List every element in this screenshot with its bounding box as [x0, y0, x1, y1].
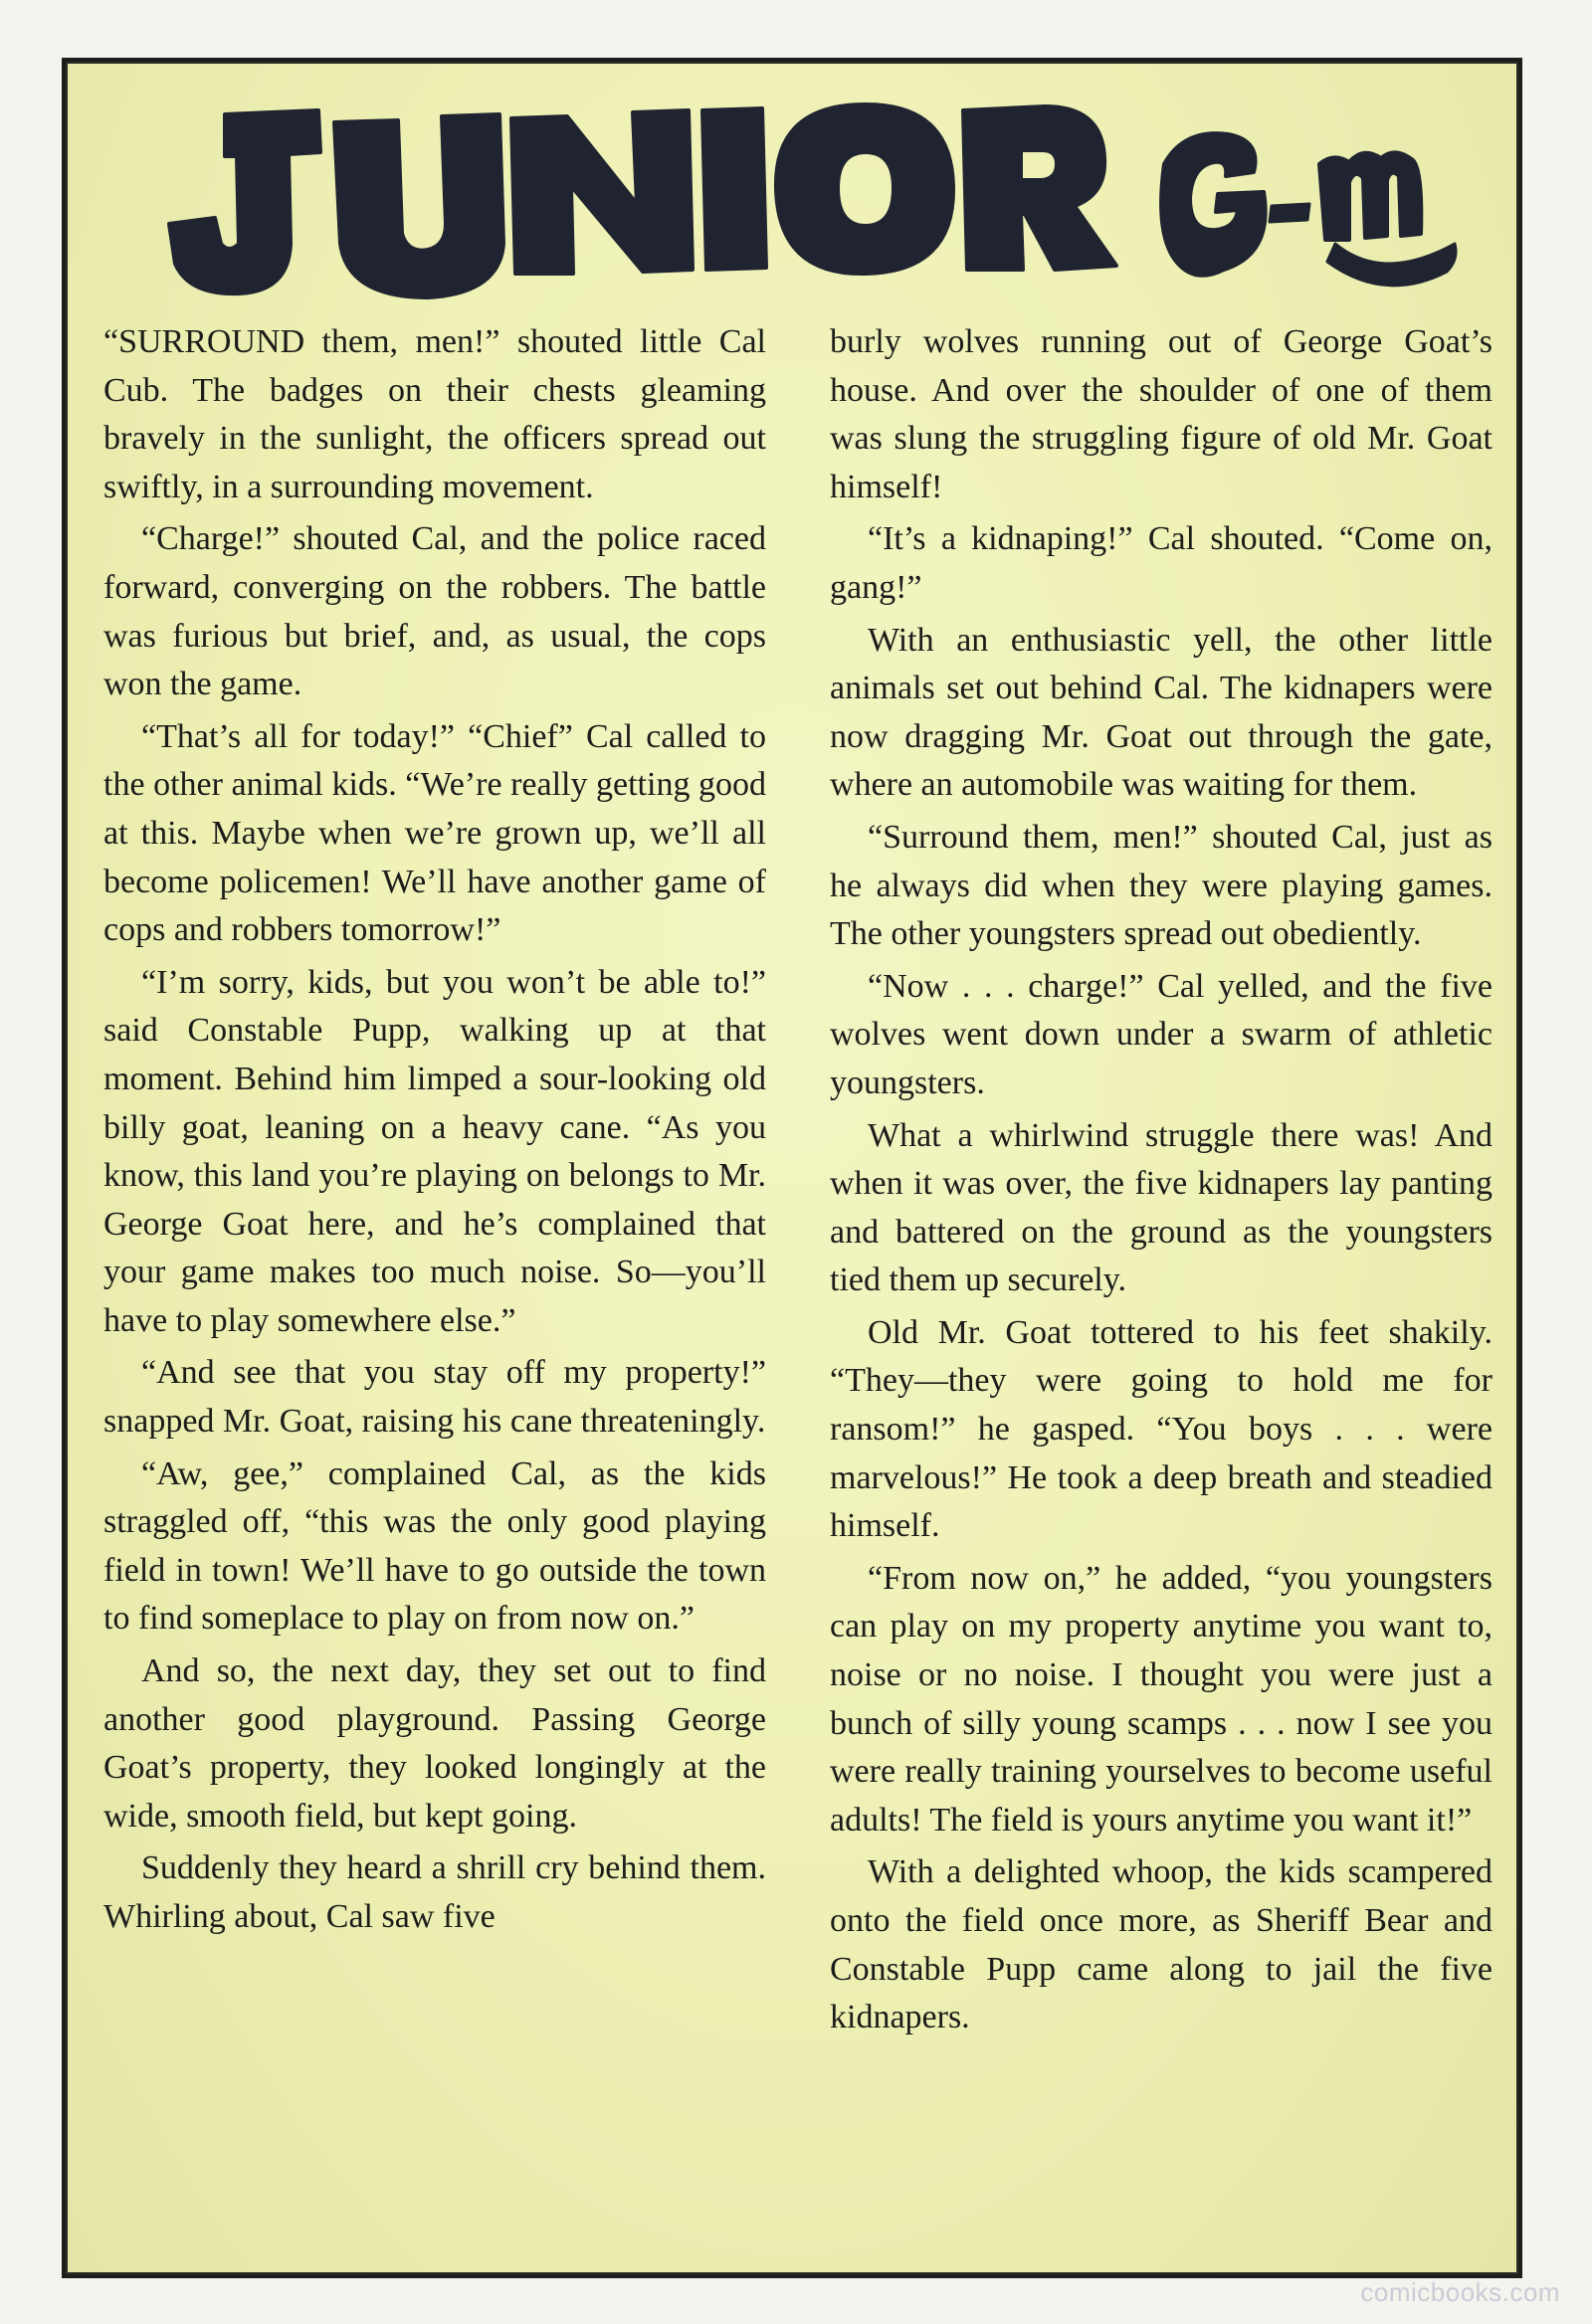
story-paragraph: Old Mr. Goat tottered to his feet shakily. “They—they were going to hold me for ransom!” he gasped. “You boys . . . were marvelous!” He took a deep breath and steadied himself. — [830, 1313, 1492, 1545]
story-paragraph: And so, the next day, they set out to find another good playground. Passing George Goat’s property, they looked longingly at the wide, smooth field, but kept going. — [103, 1652, 766, 1835]
title-lettering-logo — [129, 95, 1463, 303]
story-paragraph: Suddenly they heard a shrill cry behind them. Whirling about, Cal saw five — [103, 1849, 766, 1935]
story-paragraph: What a whirlwind struggle there was! And when it was over, the five kidnapers lay panting and battered on the ground as the youngsters tied them up securely. — [830, 1116, 1492, 1299]
story-paragraph: “Aw, gee,” complained Cal, as the kids straggled off, “this was the only good playing field in town! We’ll have to go outside the town to find someplace to play on from now on.” — [103, 1454, 766, 1638]
story-paragraph: “Charge!” shouted Cal, and the police raced forward, converging on the robbers. The battle was furious but brief, and, as usual, the cops won the game. — [103, 520, 766, 703]
story-paragraph: “That’s all for today!” “Chief” Cal called to the other animal kids. “We’re really getting good at this. Maybe when we’re grown up, we’ll all become policemen! We’ll have another game of cops and robbers tomorrow!” — [103, 717, 766, 949]
story-column-right — [830, 318, 1492, 2046]
story-title — [129, 95, 1463, 303]
story-paragraph: “SURROUND them, men!” shouted little Cal Cub. The badges on their chests gleaming bravely in the sunlight, the officers spread out swiftly, in a surrounding movement. — [103, 323, 766, 505]
story-paragraph: With an enthusiastic yell, the other little animals set out behind Cal. The kidnapers were now dragging Mr. Goat out through the gate, where an automobile was waiting for them. — [830, 621, 1492, 804]
story-paragraph: burly wolves running out of George Goat’s house. And over the shoulder of one of them was slung the struggling figure of old Mr. Goat himself! — [830, 323, 1492, 505]
story-paragraph: “From now on,” he added, “you youngsters can play on my property anytime you want to, noise or no noise. I thought you were just a bunch of silly young scamps . . . now I see you were really training yourselves to become useful adults! The field is yours anytime you want it!” — [830, 1559, 1492, 1839]
story-paragraph: “I’m sorry, kids, but you won’t be able to!” said Constable Pupp, walking up at that moment. Behind him limped a sour-looking old billy goat, leaning on a heavy cane. “As you know, this land you’re playing on belongs to Mr. George Goat here, and he’s complained that your game makes too much noise. So—you’ll have to play somewhere else.” — [103, 963, 766, 1339]
story-column-left — [103, 318, 766, 1946]
story-paragraph: “And see that you stay off my property!” snapped Mr. Goat, raising his cane threateningly. — [103, 1354, 766, 1441]
story-paragraph: “Now . . . charge!” Cal yelled, and the five wolves went down under a swarm of athletic youngsters. — [830, 967, 1492, 1101]
watermark: comicbooks.com — [1360, 2277, 1560, 2307]
story-paragraph: “It’s a kidnaping!” Cal shouted. “Come on, gang!” — [830, 520, 1492, 606]
story-paragraph: “Surround them, men!” shouted Cal, just as he always did when they were playing games. The other youngsters spread out obediently. — [830, 818, 1492, 953]
story-paragraph: With a delighted whoop, the kids scampered onto the field once more, as Sheriff Bear and Constable Pupp came along to jail the five kidnapers. — [830, 1853, 1492, 2036]
